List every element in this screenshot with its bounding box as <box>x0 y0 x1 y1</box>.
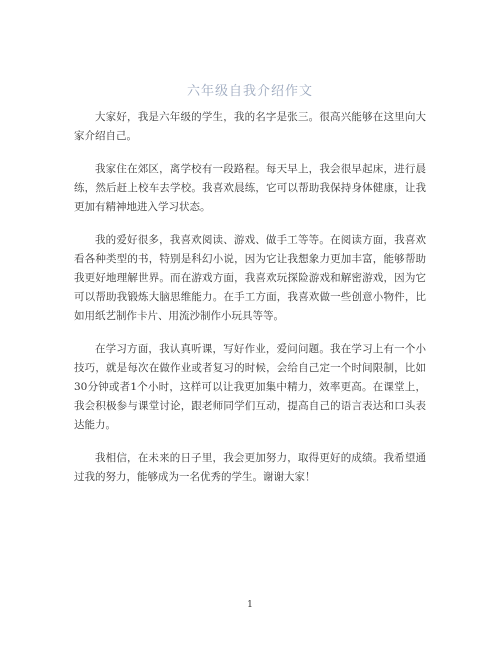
paragraph-greeting: 大家好，我是六年级的学生，我的名字是张三。很高兴能够在这里向大家介绍自己。 <box>74 111 426 142</box>
document-body <box>74 108 426 501</box>
paragraph-hobbies: 我的爱好很多，我喜欢阅读、游戏、做手工等等。在阅读方面，我喜欢看各种类型的书，特别是科幻小说，因为它让我想象力更加丰富，能够帮助我更好地理解世界。而在游戏方面，我喜欢玩探险游戏和解密游戏，因为它可以帮助我锻炼大脑思维能力。在手工方面，我喜欢做一些创意小物件，比如用纸艺制作卡片、用流沙制作小玩具等等。 <box>74 234 426 322</box>
document-title: 六年级自我介绍作文 <box>186 84 313 99</box>
paragraph-study: 在学习方面，我认真听课，写好作业，爱问问题。我在学习上有一个小技巧，就是每次在做作业或者复习的时候，会给自己定一个时间限制，比如30分钟或者1个小时，这样可以让我更加集中精力，效率更高。在课堂上，我会积极参与课堂讨论，跟老师同学们互动，提高自己的语言表达和口头表达能力。 <box>74 343 426 431</box>
page-number: 1 <box>247 600 253 610</box>
paragraph-closing: 我相信，在未来的日子里，我会更加努力，取得更好的成绩。我希望通过我的努力，能够成为一名优秀的学生。谢谢大家！ <box>74 452 426 483</box>
paragraph-home: 我家住在郊区，离学校有一段路程。每天早上，我会很早起床，进行晨练，然后赶上校车去学校。我喜欢晨练，它可以帮助我保持身体健康，让我更加有精神地进入学习状态。 <box>74 163 426 213</box>
